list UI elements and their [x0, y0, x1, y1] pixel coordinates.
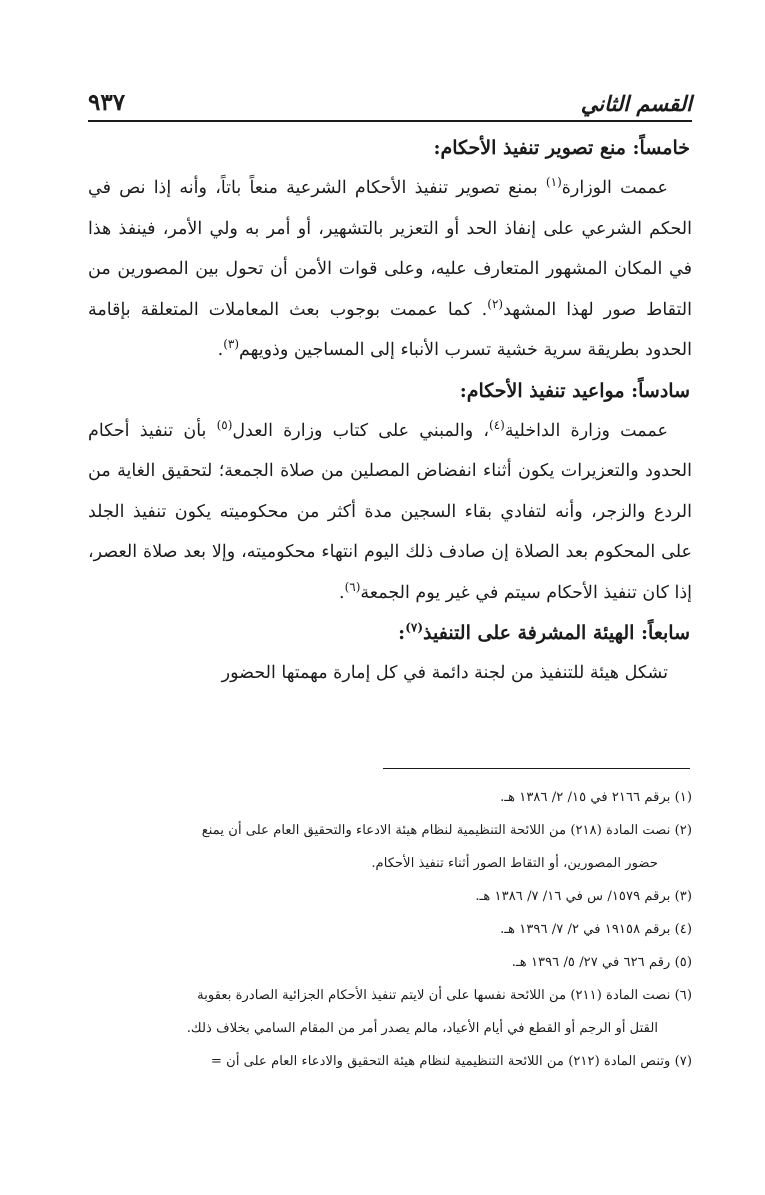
paragraph-execution-times: [88, 411, 692, 614]
footnote-5: (٥) رقم ٦٢٦ في ٢٧/ ٥/ ١٣٩٦ هـ.: [511, 955, 692, 970]
running-header: [88, 80, 692, 122]
footnote-7: (٧) وتنص المادة (٢١٢) من اللائحة التنظيمية لنظام هيئة التحقيق والادعاء العام على أن =: [210, 1054, 692, 1069]
text-run: عممت وزارة الداخلية: [504, 420, 668, 441]
footnote-ref-5[interactable]: (٥): [216, 417, 233, 432]
text-run: ، والمبني على كتاب وزارة العدل: [232, 420, 490, 441]
footnote-6: (٦) نصت المادة (٢١١) من اللائحة نفسها على أن لايتم تنفيذ الأحكام الجزائية الصادرة بعقوبة: [197, 988, 692, 1003]
body-text: [88, 128, 692, 694]
heading-seventh: [88, 613, 692, 653]
footnote-1: (١) برقم ٢١٦٦ في ١٥/ ٢/ ١٣٨٦ هـ.: [500, 790, 692, 805]
text-run: عممت الوزارة: [561, 178, 668, 198]
paragraph-photography-ban: [88, 168, 692, 371]
text-run: بمنع تصوير تنفيذ الأحكام الشرعية منعاً باتاً، وأنه إذا نص في الحكم الشرعي على إنفاذ الحد أو التعزير بالتشهير، أو أمر به ولي الأمر، فينفذ هذا في المكان المشهور المتعارف عليه، وعلى قوات الأمن أن تحول بين المصورين من التقاط صور لهذا المشهد: [88, 178, 692, 320]
footnote-2-continuation: حضور المصورين، أو التقاط الصور أثناء تنفيذ الأحكام.: [371, 856, 658, 871]
heading-fifth: خامساً: منع تصوير تنفيذ الأحكام:: [433, 137, 690, 159]
footnote-6-continuation: القتل أو الرجم أو القطع في أيام الأعياد، مالم يصدر أمر من المقام السامي بخلاف ذلك.: [186, 1021, 658, 1036]
heading-sixth: سادساً: مواعيد تنفيذ الأحكام:: [459, 379, 690, 402]
footnote-ref-4[interactable]: (٤): [489, 417, 505, 432]
footnotes: [88, 781, 692, 1078]
text-run: .: [217, 340, 224, 360]
footnote-ref-2[interactable]: (٢): [487, 296, 504, 311]
heading-text: سابعاً: الهيئة المشرفة على التنفيذ: [423, 622, 690, 644]
footnote-ref-3[interactable]: (٣): [223, 337, 240, 352]
section-title: القسم الثاني: [580, 91, 692, 116]
text-run: بأن تنفيذ أحكام الحدود والتعزيرات يكون أثناء انفضاض المصلين من صلاة الجمعة؛ لتحقيق الغاية من الردع والزجر، وأنه لتفادي بقاء السجين مدة أكثر من محكوميته يكون تنفيذ الجلد على المحكوم بعد الصلاة إن صادف ذلك اليوم انتهاء محكوميته، وإلا بعد صلاة العصر، إذا كان تنفيذ الأحكام سيتم في غير يوم الجمعة: [88, 420, 692, 603]
footnote-ref-1[interactable]: (١): [545, 175, 562, 190]
footnote-separator: [383, 768, 690, 769]
heading-colon: :: [398, 622, 406, 644]
footnote-2: (٢) نصت المادة (٢١٨) من اللائحة التنظيمية لنظام هيئة الادعاء والتحقيق العام على أن يمنع: [201, 823, 692, 838]
footnote-3: (٣) برقم ١٥٧٩/ س في ١٦/ ٧/ ١٣٨٦ هـ.: [475, 889, 692, 904]
page-number: ٩٣٧: [88, 89, 126, 116]
footnote-4: (٤) برقم ١٩١٥٨ في ٢/ ٧/ ١٣٩٦ هـ.: [500, 922, 692, 937]
paragraph-supervising-body: تشكل هيئة للتنفيذ من لجنة دائمة في كل إمارة مهمتها الحضور: [221, 663, 668, 683]
footnote-ref-7[interactable]: (٧): [405, 620, 424, 635]
text-run: . كما عممت بوجوب بعث المعاملات المتعلقة بإقامة الحدود بطريقة سرية خشية تسرب الأنباء إلى المساجين وذويهم: [88, 299, 692, 360]
footnote-ref-6[interactable]: (٦): [344, 579, 361, 594]
book-page: [88, 80, 692, 694]
text-run: .: [339, 582, 345, 603]
